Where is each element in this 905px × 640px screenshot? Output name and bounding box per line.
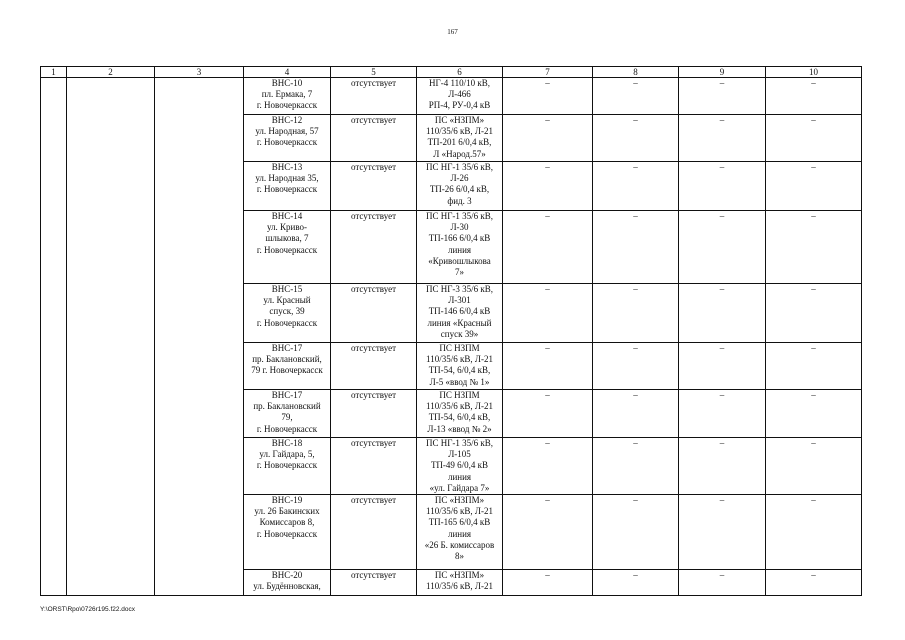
cell-c10: – bbox=[766, 343, 862, 390]
cell-c8: – bbox=[593, 78, 679, 115]
cell-c4: ВНС-12 ул. Народная, 57 г. Новочеркасск bbox=[244, 115, 331, 162]
cell-c8: – bbox=[593, 570, 679, 596]
cell-c8: – bbox=[593, 211, 679, 284]
cell-c9: – bbox=[679, 115, 766, 162]
cell-c5: отсутствует bbox=[331, 78, 417, 115]
header-cell: 5 bbox=[331, 67, 417, 78]
cell-c7: – bbox=[503, 284, 593, 343]
header-cell: 2 bbox=[67, 67, 155, 78]
cell-c8: – bbox=[593, 343, 679, 390]
table-body bbox=[41, 78, 862, 596]
cell-c6: ПС «НЗПМ» 110/35/6 кВ, Л-21 ТП-165 6/0,4 кВ линия «26 Б. комиссаров 8» bbox=[417, 495, 503, 570]
cell-c10: – bbox=[766, 162, 862, 211]
cell-c5: отсутствует bbox=[331, 284, 417, 343]
cell-c7: – bbox=[503, 570, 593, 596]
page-number: 167 bbox=[447, 28, 458, 36]
cell-c9: – bbox=[679, 438, 766, 495]
cell-c4: ВНС-15 ул. Красный спуск, 39 г. Новочеркасск bbox=[244, 284, 331, 343]
cell-c7: – bbox=[503, 343, 593, 390]
header-cell: 4 bbox=[244, 67, 331, 78]
cell-c9: – bbox=[679, 570, 766, 596]
cell-c6: ПС НЗПМ 110/35/6 кВ, Л-21 ТП-54, 6/0,4 кВ, Л-13 «ввод № 2» bbox=[417, 390, 503, 438]
cell-c4: ВНС-10 пл. Ермака, 7 г. Новочеркасск bbox=[244, 78, 331, 115]
table-row bbox=[41, 78, 862, 115]
cell-c9: – bbox=[679, 495, 766, 570]
merged-cell-col2 bbox=[67, 78, 155, 596]
cell-c5: отсутствует bbox=[331, 162, 417, 211]
document-table bbox=[40, 66, 862, 596]
merged-cell-col1 bbox=[41, 78, 67, 596]
header-cell: 3 bbox=[155, 67, 244, 78]
cell-c5: отсутствует bbox=[331, 343, 417, 390]
cell-c4: ВНС-13 ул. Народная 35, г. Новочеркасск bbox=[244, 162, 331, 211]
cell-c7: – bbox=[503, 78, 593, 115]
file-path-footer: Y:\ORST\Rpo\0726r195.f22.docx bbox=[40, 606, 136, 613]
header-cell: 7 bbox=[503, 67, 593, 78]
cell-c9: – bbox=[679, 78, 766, 115]
header-cell: 8 bbox=[593, 67, 679, 78]
cell-c6: ПС НГ-1 35/6 кВ, Л-26 ТП-26 6/0,4 кВ, фид. 3 bbox=[417, 162, 503, 211]
cell-c4: ВНС-17 пр. Баклановский, 79 г. Новочеркасск bbox=[244, 343, 331, 390]
cell-c6: ПС «НЗПМ» 110/35/6 кВ, Л-21 ТП-201 6/0,4 кВ, Л «Народ.57» bbox=[417, 115, 503, 162]
cell-c10: – bbox=[766, 438, 862, 495]
cell-c10: – bbox=[766, 211, 862, 284]
cell-c6: ПС «НЗПМ» 110/35/6 кВ, Л-21 bbox=[417, 570, 503, 596]
cell-c8: – bbox=[593, 438, 679, 495]
cell-c9: – bbox=[679, 284, 766, 343]
header-cell: 10 bbox=[766, 67, 862, 78]
cell-c7: – bbox=[503, 438, 593, 495]
cell-c9: – bbox=[679, 390, 766, 438]
cell-c6: ПС НГ-3 35/6 кВ, Л-301 ТП-146 6/0,4 кВ линия «Красный спуск 39» bbox=[417, 284, 503, 343]
cell-c5: отсутствует bbox=[331, 438, 417, 495]
cell-c7: – bbox=[503, 162, 593, 211]
cell-c8: – bbox=[593, 162, 679, 211]
header-cell: 1 bbox=[41, 67, 67, 78]
cell-c8: – bbox=[593, 390, 679, 438]
header-cell: 6 bbox=[417, 67, 503, 78]
cell-c8: – bbox=[593, 284, 679, 343]
cell-c5: отсутствует bbox=[331, 115, 417, 162]
header-cell: 9 bbox=[679, 67, 766, 78]
cell-c5: отсутствует bbox=[331, 570, 417, 596]
cell-c6: ПС НГ-1 35/6 кВ, Л-105 ТП-49 6/0,4 кВ линия «ул. Гайдара 7» bbox=[417, 438, 503, 495]
cell-c9: – bbox=[679, 343, 766, 390]
cell-c7: – bbox=[503, 115, 593, 162]
cell-c7: – bbox=[503, 211, 593, 284]
cell-c10: – bbox=[766, 495, 862, 570]
cell-c4: ВНС-19 ул. 26 Бакинских Комиссаров 8, г. Новочеркасск bbox=[244, 495, 331, 570]
cell-c4: ВНС-17 пр. Баклановский 79, г. Новочеркасск bbox=[244, 390, 331, 438]
cell-c6: ПС НЗПМ 110/35/6 кВ, Л-21 ТП-54, 6/0,4 кВ, Л-5 «ввод № 1» bbox=[417, 343, 503, 390]
cell-c5: отсутствует bbox=[331, 495, 417, 570]
cell-c8: – bbox=[593, 495, 679, 570]
cell-c10: – bbox=[766, 78, 862, 115]
cell-c7: – bbox=[503, 390, 593, 438]
cell-c10: – bbox=[766, 570, 862, 596]
cell-c5: отсутствует bbox=[331, 211, 417, 284]
cell-c9: – bbox=[679, 162, 766, 211]
cell-c4: ВНС-20 ул. Будённовская, bbox=[244, 570, 331, 596]
cell-c8: – bbox=[593, 115, 679, 162]
cell-c9: – bbox=[679, 211, 766, 284]
cell-c10: – bbox=[766, 284, 862, 343]
cell-c6: НГ-4 110/10 кВ, Л-466 РП-4, РУ-0,4 кВ bbox=[417, 78, 503, 115]
cell-c7: – bbox=[503, 495, 593, 570]
cell-c6: ПС НГ-1 35/6 кВ, Л-30 ТП-166 6/0,4 кВ линия «Кривошлыкова 7» bbox=[417, 211, 503, 284]
cell-c4: ВНС-14 ул. Криво- шлыкова, 7 г. Новочеркасск bbox=[244, 211, 331, 284]
cell-c10: – bbox=[766, 390, 862, 438]
cell-c4: ВНС-18 ул. Гайдара, 5, г. Новочеркасск bbox=[244, 438, 331, 495]
cell-c5: отсутствует bbox=[331, 390, 417, 438]
cell-c10: – bbox=[766, 115, 862, 162]
merged-cell-col3 bbox=[155, 78, 244, 596]
table-header-row bbox=[41, 67, 862, 78]
